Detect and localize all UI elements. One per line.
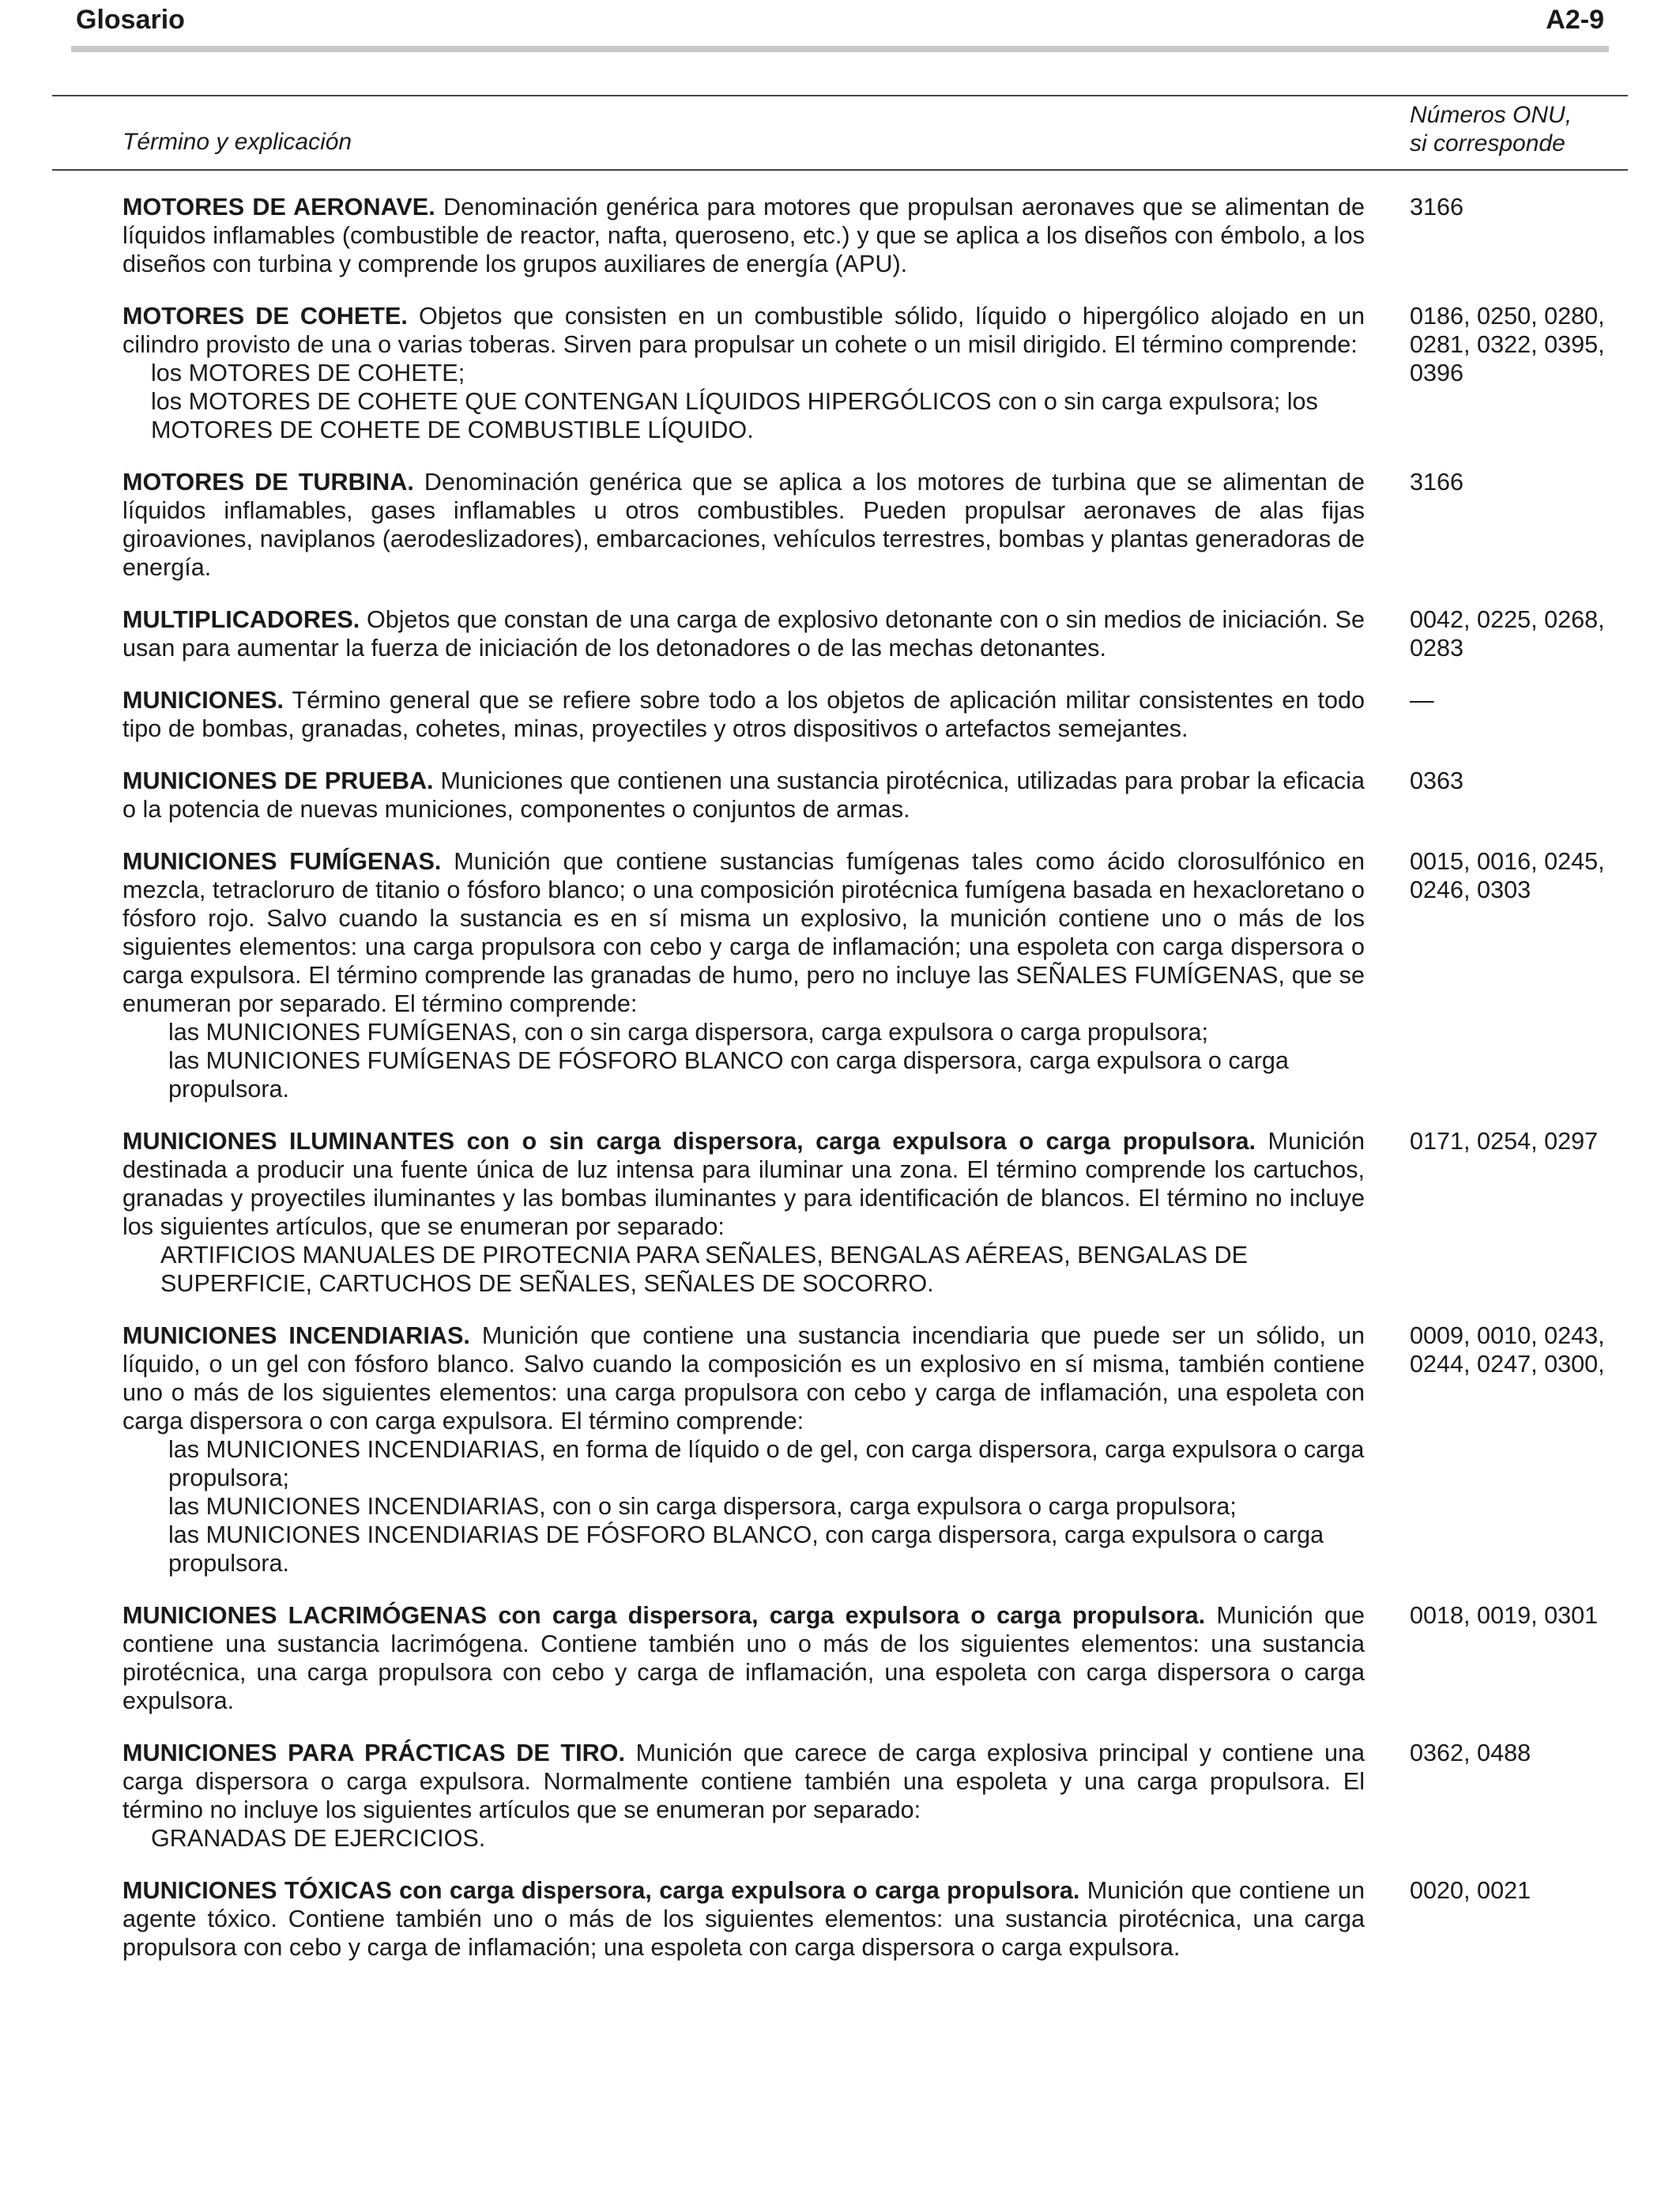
entry-un-numbers: 0020, 0021	[1410, 1877, 1531, 1904]
entry-subitem: las MUNICIONES FUMÍGENAS, con o sin carga dispersora, carga expulsora o carga propulsora;	[168, 1019, 1209, 1046]
glossary-entry	[122, 605, 1624, 662]
entry-text	[122, 1876, 1365, 1962]
entry-un-numbers: 3166	[1410, 194, 1464, 221]
entry-definition: Munición que contiene una sustancia lacrimógena. Contiene también uno o más de los siguientes elementos: una sustancia pirotécnica, una carga propulsora con cebo y carga de inflamación, una espoleta con carga dispersora o carga expulsora.	[122, 1602, 1365, 1714]
glossary-entry	[122, 847, 1624, 1103]
entry-definition: Munición que contiene sustancias fumígenas tales como ácido clorosulfónico en mezcla, tetracloruro de titanio o fósforo blanco; o una composición pirotécnica fumígena basada en hexacloretano o fósforo rojo. Salvo cuando la sustancia es en sí misma un explosivo, la munición contiene uno o más de los siguientes elementos: una carga propulsora con cebo y carga de inflamación; una espoleta con carga dispersora o carga expulsora. El término comprende las granadas de humo, pero no incluye las SEÑALES FUMÍGENAS, que se enumeran por separado. El término comprende:	[122, 848, 1365, 1017]
glossary-entry	[122, 1876, 1624, 1962]
header-title: Glosario	[76, 5, 185, 35]
entry-term: MUNICIONES ILUMINANTES con o sin carga dispersora, carga expulsora o carga propulsora.	[122, 1128, 1256, 1155]
entry-text	[122, 1601, 1365, 1715]
column-header-un	[1410, 101, 1647, 158]
entry-subitem: ARTIFICIOS MANUALES DE PIROTECNIA PARA SEÑALES, BENGALAS AÉREAS, BENGALAS DE SUPERFICIE, CARTUCHOS DE SEÑALES, SEÑALES DE SOCORRO.	[160, 1242, 1249, 1297]
entry-text	[122, 1127, 1365, 1241]
column-header-term: Término y explicación	[122, 129, 352, 155]
glossary-entry	[122, 767, 1624, 824]
glossary-entry	[122, 468, 1624, 582]
entry-term: MOTORES DE AERONAVE.	[122, 194, 435, 221]
entry-term: MUNICIONES PARA PRÁCTICAS DE TIRO.	[122, 1740, 625, 1766]
entry-un-numbers: 0042, 0225, 0268, 0283	[1410, 606, 1605, 662]
entry-definition: Municiones que contienen una sustancia pirotécnica, utilizadas para probar la eficacia o la potencia de nuevas municiones, componentes o conjuntos de armas.	[122, 767, 1365, 823]
entry-subitem: GRANADAS DE EJERCICIOS.	[151, 1825, 486, 1852]
entry-term: MUNICIONES LACRIMÓGENAS con carga dispersora, carga expulsora o carga propulsora.	[122, 1602, 1206, 1629]
glossary-entry	[122, 1127, 1624, 1298]
entry-subitem: las MUNICIONES FUMÍGENAS DE FÓSFORO BLANCO con carga dispersora, carga expulsora o carga propulsora.	[168, 1047, 1289, 1103]
entry-un-numbers: 3166	[1410, 469, 1464, 496]
entry-subitem: los MOTORES DE COHETE QUE CONTENGAN LÍQUIDOS HIPERGÓLICOS con o sin carga expulsora; los MOTORES DE COHETE DE COMBUSTIBLE LÍQUIDO.	[151, 388, 1318, 443]
entry-term: MUNICIONES INCENDIARIAS.	[122, 1322, 470, 1349]
glossary-entry	[122, 1739, 1624, 1853]
entry-un-numbers: 0171, 0254, 0297	[1410, 1128, 1599, 1155]
entry-definition: Denominación genérica para motores que propulsan aeronaves que se alimentan de líquidos inflamables (combustible de reactor, nafta, queroseno, etc.) y que se aplica a los diseños con émbolo, a los diseños con turbina y comprende los grupos auxiliares de energía (APU).	[122, 194, 1365, 277]
entry-term: MOTORES DE TURBINA.	[122, 469, 414, 496]
entry-text	[122, 686, 1365, 743]
entry-definition: Objetos que constan de una carga de explosivo detonante con o sin medios de iniciación. Se usan para aumentar la fuerza de iniciación de los detonadores o de las mechas detonantes.	[122, 606, 1365, 662]
glossary-entry	[122, 686, 1624, 743]
entry-un-numbers: 0362, 0488	[1410, 1740, 1531, 1766]
column-header-un-line1: Números ONU,	[1410, 102, 1573, 128]
entry-definition: Objetos que consisten en un combustible sólido, líquido o hipergólico alojado en un cilindro provisto de una o varias toberas. Sirven para propulsar un cohete o un misil dirigido. El término comprende:	[122, 303, 1365, 358]
entry-text	[122, 1321, 1365, 1435]
entry-term: MULTIPLICADORES.	[122, 606, 360, 633]
entry-term: MUNICIONES DE PRUEBA.	[122, 767, 434, 794]
entry-definition: Término general que se refiere sobre todo a los objetos de aplicación militar consistentes en todo tipo de bombas, granadas, cohetes, minas, proyectiles y otros dispositivos o artefactos semejantes.	[122, 687, 1365, 742]
entry-subitem: los MOTORES DE COHETE;	[151, 360, 465, 386]
header-divider	[71, 46, 1609, 52]
entry-un-numbers: 0015, 0016, 0245, 0246, 0303	[1410, 848, 1605, 903]
entry-subitem: las MUNICIONES INCENDIARIAS DE FÓSFORO BLANCO, con carga dispersora, carga expulsora o carga propulsora.	[168, 1521, 1324, 1577]
entry-text	[122, 1739, 1365, 1824]
entry-definition: Munición que contiene una sustancia incendiaria que puede ser un sólido, un líquido, o un gel con fósforo blanco. Salvo cuando la composición es un explosivo en sí misma, también contiene uno o más de los siguientes elementos: una carga propulsora con cebo y carga de inflamación, una espoleta con carga dispersora o con carga expulsora. El término comprende:	[122, 1322, 1365, 1434]
entry-definition: Munición que carece de carga explosiva principal y contiene una carga dispersora o carga expulsora. Normalmente contiene también una espoleta y una carga propulsora. El término no incluye los siguientes artículos que se enumeran por separado:	[122, 1740, 1365, 1823]
page-number: A2-9	[1546, 5, 1604, 35]
entry-text	[122, 193, 1365, 278]
entry-text	[122, 605, 1365, 662]
glossary-entries	[122, 193, 1624, 1985]
entry-term: MUNICIONES.	[122, 687, 284, 714]
table-top-rule	[52, 95, 1628, 96]
entry-subitem: las MUNICIONES INCENDIARIAS, en forma de líquido o de gel, con carga dispersora, carga expulsora o carga propulsora;	[168, 1436, 1365, 1491]
entry-term: MUNICIONES FUMÍGENAS.	[122, 848, 442, 875]
entry-un-numbers: 0186, 0250, 0280, 0281, 0322, 0395, 0396	[1410, 303, 1605, 386]
glossary-entry	[122, 302, 1624, 444]
entry-text	[122, 468, 1365, 582]
entry-text	[122, 767, 1365, 824]
entry-un-numbers: 0363	[1410, 767, 1464, 794]
glossary-entry	[122, 1601, 1624, 1715]
entry-text	[122, 847, 1365, 1018]
entry-term: MOTORES DE COHETE.	[122, 303, 408, 330]
glossary-entry	[122, 193, 1624, 278]
entry-definition: Denominación genérica que se aplica a los motores de turbina que se alimentan de líquidos inflamables, gases inflamables u otros combustibles. Pueden propulsar aeronaves de alas fijas giroaviones, naviplanos (aerodeslizadores), embarcaciones, vehículos terrestres, bombas y plantas generadoras de energía.	[122, 469, 1365, 581]
entry-definition: Munición destinada a producir una fuente única de luz intensa para iluminar una zona. El término comprende los cartuchos, granadas y proyectiles iluminantes y las bombas iluminantes y para identificación de blancos. El término no incluye los siguientes artículos, que se enumeran por separado:	[122, 1128, 1365, 1240]
glossary-entry	[122, 1321, 1624, 1578]
entry-definition: Munición que contiene un agente tóxico. Contiene también uno o más de los siguientes elementos: una sustancia pirotécnica, una carga propulsora con cebo y carga de inflamación; una espoleta con carga dispersora o carga expulsora.	[122, 1877, 1365, 1961]
column-header-un-line2: si corresponde	[1410, 130, 1565, 156]
table-header-rule	[52, 169, 1628, 171]
entry-text	[122, 302, 1365, 359]
entry-un-numbers: —	[1410, 687, 1434, 714]
entry-subitem: las MUNICIONES INCENDIARIAS, con o sin carga dispersora, carga expulsora o carga propulsora;	[168, 1493, 1237, 1520]
page-header	[76, 5, 1604, 43]
entry-un-numbers: 0009, 0010, 0243, 0244, 0247, 0300,	[1410, 1322, 1605, 1378]
entry-term: MUNICIONES TÓXICAS con carga dispersora, carga expulsora o carga propulsora.	[122, 1877, 1080, 1904]
entry-un-numbers: 0018, 0019, 0301	[1410, 1602, 1599, 1629]
